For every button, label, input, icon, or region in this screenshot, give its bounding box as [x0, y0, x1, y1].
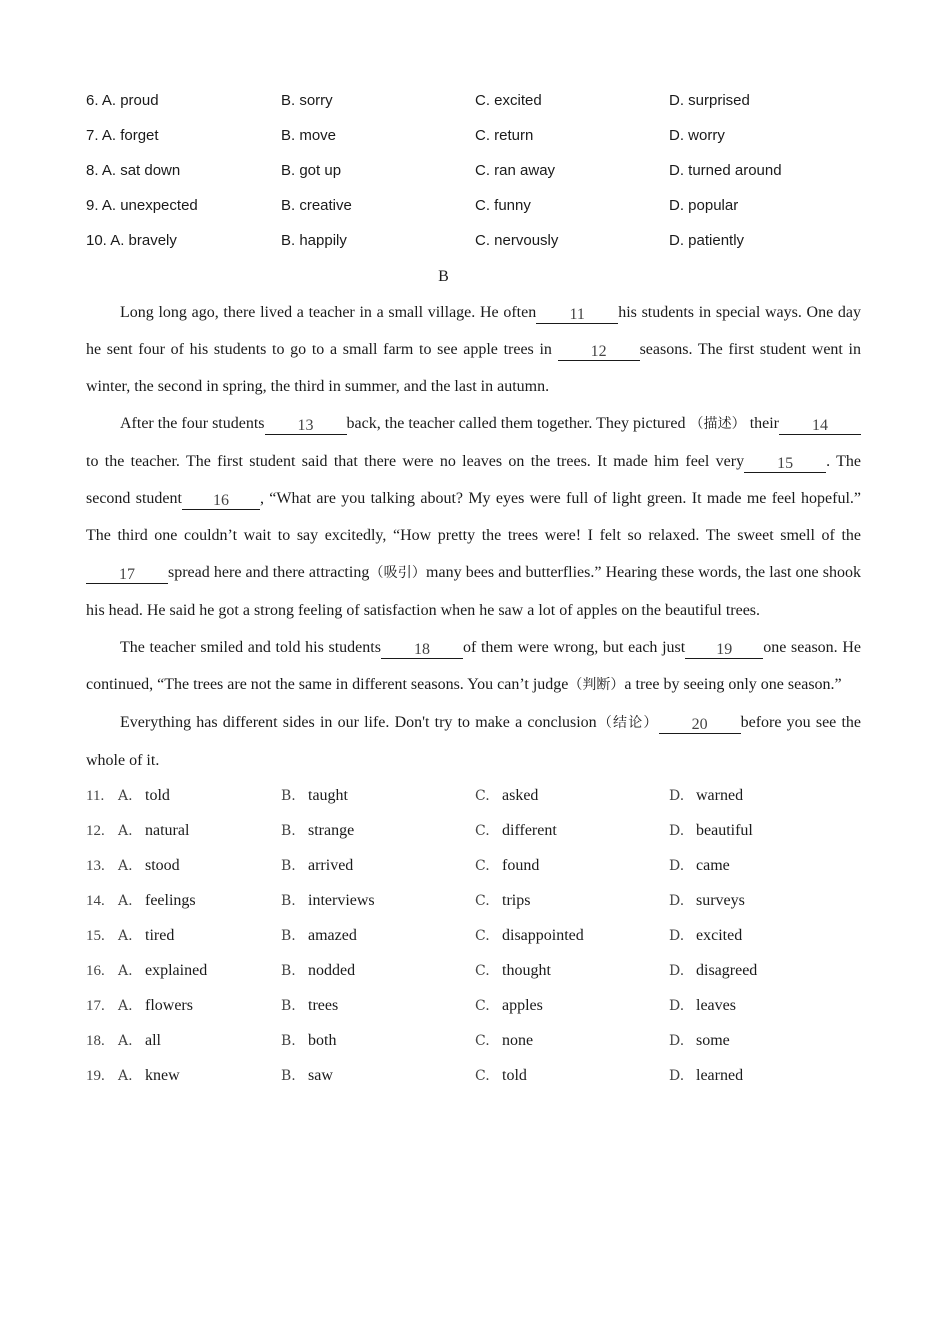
question-number: 12.	[86, 823, 105, 839]
blank-12: 12	[558, 343, 640, 361]
passage-text: The teacher smiled and told his students	[120, 639, 381, 656]
passage-text: one season. He continued, “The trees are not the same in different seasons. You can’t judge	[86, 639, 862, 693]
option-d: surveys	[696, 892, 745, 909]
blank-13: 13	[265, 417, 347, 435]
passage-paragraph-4	[86, 704, 861, 779]
passage-text: , “What are you talking about? My eyes were full of light green. It made me feel hopeful.” The third one couldn’t wait to say excitedly, “How pretty the trees were! I felt so relaxed. The sweet smell of the	[86, 490, 861, 544]
option-b: trees	[308, 997, 339, 1014]
option-d: D. surprised	[669, 92, 750, 109]
blank-14: 14	[779, 417, 861, 435]
option-row-6	[86, 84, 861, 119]
option-a: 8. A. sat down	[86, 162, 181, 179]
option-letter: C.	[475, 1033, 490, 1049]
gloss-note: （吸引）	[369, 565, 427, 581]
option-letter: D.	[669, 858, 685, 874]
option-c: C. ran away	[475, 162, 556, 179]
option-letter: B.	[281, 788, 296, 804]
option-row-14	[86, 884, 861, 919]
passage-text: spread here and there attracting	[168, 564, 370, 581]
passage-text: to the teacher. The first student said that there were no leaves on the trees. It made him feel very	[86, 453, 745, 470]
question-number: 14.	[86, 893, 105, 909]
blank-20: 20	[659, 716, 741, 734]
question-number: 16.	[86, 963, 105, 979]
option-row-19	[86, 1059, 861, 1094]
option-letter: A.	[118, 1068, 133, 1084]
option-letter: B.	[281, 1068, 296, 1084]
option-letter: A.	[118, 823, 133, 839]
option-b: amazed	[308, 927, 357, 944]
option-b: B. move	[281, 127, 337, 144]
option-c: C. funny	[475, 197, 531, 214]
option-b: saw	[308, 1067, 333, 1084]
option-d: disagreed	[696, 962, 758, 979]
blank-15: 15	[744, 455, 826, 473]
blank-16: 16	[182, 492, 260, 510]
option-letter: D.	[669, 928, 685, 944]
option-c: C. excited	[475, 92, 542, 109]
passage-text: a tree by seeing only one season.”	[624, 676, 842, 693]
passage-text: back, the teacher called them together. They pictured	[346, 415, 690, 432]
option-letter: D.	[669, 823, 685, 839]
option-b: taught	[308, 787, 348, 804]
option-a: 7. A. forget	[86, 127, 159, 144]
section-heading: B	[438, 268, 449, 285]
option-c: none	[502, 1032, 534, 1049]
question-number: 19.	[86, 1068, 105, 1084]
option-d: came	[696, 857, 730, 874]
option-letter: D.	[669, 893, 685, 909]
option-row-16	[86, 954, 861, 989]
passage-text: seasons. The first student went in winter, the second in spring, the third in summer, and the last in autumn.	[86, 341, 861, 395]
question-number: 18.	[86, 1033, 105, 1049]
option-letter: D.	[669, 998, 685, 1014]
option-d: D. worry	[669, 127, 725, 144]
passage-text: Long long ago, there lived a teacher in a small village. He often	[120, 304, 537, 321]
option-letter: B.	[281, 998, 296, 1014]
passage-text: before you see the whole of it.	[86, 714, 861, 769]
option-c: found	[502, 857, 540, 874]
option-a: tired	[145, 927, 175, 944]
blank-18: 18	[381, 641, 463, 659]
passage-text: Everything has different sides in our life. Don't try to make a conclusion	[120, 714, 597, 731]
passage-paragraph-1	[86, 294, 861, 405]
option-d: leaves	[696, 997, 736, 1014]
blank-19: 19	[685, 641, 763, 659]
option-b: arrived	[308, 857, 354, 874]
option-d: beautiful	[696, 822, 753, 839]
option-letter: D.	[669, 1068, 685, 1084]
option-b: B. sorry	[281, 92, 333, 109]
option-letter: C.	[475, 963, 490, 979]
option-a: 9. A. unexpected	[86, 197, 198, 214]
option-row-13	[86, 849, 861, 884]
option-letter: B.	[281, 963, 296, 979]
option-b: B. got up	[281, 162, 342, 179]
gloss-note: （判断）	[568, 677, 625, 693]
option-row-11	[86, 779, 861, 814]
option-letter: B.	[281, 823, 296, 839]
option-c: thought	[502, 962, 551, 979]
option-c: disappointed	[502, 927, 584, 944]
option-row-18	[86, 1024, 861, 1059]
option-letter: B.	[281, 928, 296, 944]
blank-11: 11	[536, 306, 618, 324]
option-row-17	[86, 989, 861, 1024]
option-row-15	[86, 919, 861, 954]
option-letter: A.	[118, 788, 133, 804]
option-a: knew	[145, 1067, 180, 1084]
passage-paragraph-2	[86, 405, 861, 629]
option-row-8	[86, 154, 861, 189]
option-c: asked	[502, 787, 539, 804]
option-letter: C.	[475, 893, 490, 909]
option-letter: A.	[118, 998, 133, 1014]
option-row-9	[86, 189, 861, 224]
option-letter: C.	[475, 858, 490, 874]
option-a: all	[145, 1032, 161, 1049]
option-d: D. patiently	[669, 232, 745, 249]
option-letter: A.	[118, 858, 133, 874]
option-a: explained	[145, 962, 208, 979]
question-number: 15.	[86, 928, 105, 944]
options-11-19	[86, 779, 861, 1094]
option-c: C. nervously	[475, 232, 559, 249]
gloss-note: （结论）	[596, 715, 659, 731]
option-row-10	[86, 224, 861, 259]
option-row-12	[86, 814, 861, 849]
options-6-10	[86, 84, 861, 259]
passage-text: their	[745, 415, 780, 432]
option-letter: D.	[669, 788, 685, 804]
option-b: B. happily	[281, 232, 347, 249]
option-letter: A.	[118, 963, 133, 979]
option-d: D. turned around	[669, 162, 782, 179]
option-d: some	[696, 1032, 730, 1049]
option-a: natural	[145, 822, 190, 839]
option-letter: C.	[475, 823, 490, 839]
option-c: trips	[502, 892, 531, 909]
option-c: different	[502, 822, 557, 839]
passage-text: many bees and butterflies.” Hearing these words, the last one shook his head. He said he got a strong feeling of satisfaction when he saw a lot of apples on the beautiful trees.	[86, 564, 862, 619]
option-letter: B.	[281, 893, 296, 909]
option-b: both	[308, 1032, 337, 1049]
option-b: strange	[308, 822, 355, 839]
question-number: 13.	[86, 858, 105, 874]
option-b: B. creative	[281, 197, 352, 214]
passage-text: of them were wrong, but each just	[462, 639, 686, 656]
option-b: interviews	[308, 892, 375, 909]
option-letter: C.	[475, 1068, 490, 1084]
option-d: excited	[696, 927, 743, 944]
option-b: nodded	[308, 962, 356, 979]
option-c: apples	[502, 997, 543, 1014]
option-d: warned	[696, 787, 744, 804]
option-a: told	[145, 787, 170, 804]
passage-text: his students in special ways. One day he sent four of his students to go to a small farm to see apple trees in	[86, 304, 861, 358]
blank-17: 17	[86, 566, 168, 584]
question-number: 17.	[86, 998, 105, 1014]
option-a: 6. A. proud	[86, 92, 159, 109]
option-d: learned	[696, 1067, 744, 1084]
option-letter: C.	[475, 928, 490, 944]
option-d: D. popular	[669, 197, 739, 214]
option-c: C. return	[475, 127, 534, 144]
option-a: 10. A. bravely	[86, 232, 177, 249]
option-a: feelings	[145, 892, 196, 909]
option-a: flowers	[145, 997, 193, 1014]
option-a: stood	[145, 857, 180, 874]
option-letter: A.	[118, 893, 133, 909]
option-row-7	[86, 119, 861, 154]
option-letter: C.	[475, 998, 490, 1014]
option-letter: A.	[118, 928, 133, 944]
worksheet-page	[86, 84, 861, 1094]
option-letter: B.	[281, 858, 296, 874]
question-number: 11.	[86, 788, 105, 804]
option-letter: D.	[669, 1033, 685, 1049]
option-letter: D.	[669, 963, 685, 979]
option-c: told	[502, 1067, 527, 1084]
option-letter: A.	[118, 1033, 133, 1049]
passage-paragraph-3	[86, 629, 861, 704]
option-letter: B.	[281, 1033, 296, 1049]
passage-text: After the four students	[120, 415, 265, 432]
passage-text: . The second student	[86, 453, 861, 507]
gloss-note: （描述）	[689, 416, 746, 432]
option-letter: C.	[475, 788, 490, 804]
